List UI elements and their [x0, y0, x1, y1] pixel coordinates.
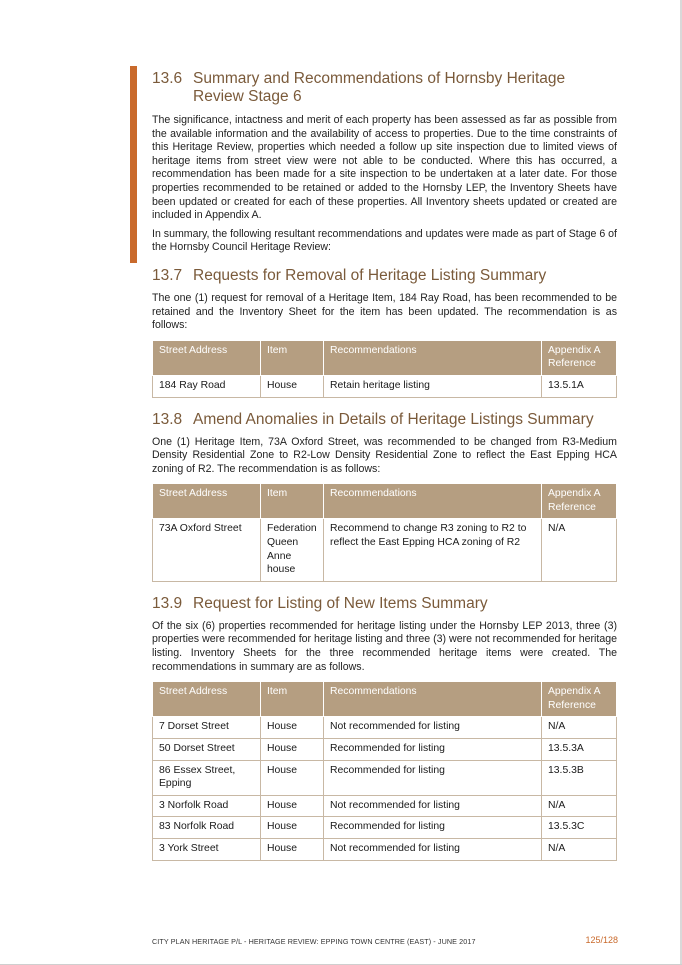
para-13-6-summary: In summary, the following resultant recommendations and updates were made as part of Stage 6 of the Hornsby Council Heritage Review: [152, 227, 618, 254]
heading-13-6-title: Summary and Recommendations of Hornsby Heritage Review Stage 6 [193, 70, 566, 105]
cell-appendix-reference: N/A [542, 838, 617, 860]
cell-recommendation: Recommended for listing [324, 760, 542, 795]
cell-recommendation: Recommend to change R3 zoning to R2 to reflect the East Epping HCA zoning of R2 [324, 519, 542, 581]
cell-item: House [261, 760, 324, 795]
table-header-row [153, 682, 617, 717]
cell-item: House [261, 739, 324, 761]
col-header-item: Item [261, 340, 324, 375]
heading-13-6-number: 13.6 [152, 70, 183, 87]
cell-appendix-reference: N/A [542, 717, 617, 739]
cell-recommendation: Not recommended for listing [324, 717, 542, 739]
cell-item: House [261, 817, 324, 839]
heading-13-7-title: Requests for Removal of Heritage Listing Summary [193, 266, 547, 284]
cell-street-address: 184 Ray Road [153, 375, 261, 397]
table-row [153, 838, 617, 860]
col-header-item: Item [261, 484, 324, 519]
col-header-appendix-reference: Appendix A Reference [542, 484, 617, 519]
col-header-recommendations: Recommendations [324, 682, 542, 717]
cell-recommendation: Recommended for listing [324, 739, 542, 761]
table-row [153, 717, 617, 739]
col-header-street-address: Street Address [153, 682, 261, 717]
cell-appendix-reference: 13.5.3B [542, 760, 617, 795]
para-13-6-significance: The significance, intactness and merit of each property has been assessed as far as possible from the available information and the availability of access to properties. Due to the time constraints of this Heritage Review, properties which needed a follow up site inspection due to limited views of heritage items from street view were not able to be conducted. Where this has occurred, a recommendation has been made for a site inspection to be undertaken at a later date. For those properties recommended to be retained or added to the Hornsby LEP, the Inventory Sheets have been updated or created for each of these properties. All Inventory sheets updated or created are included in Appendix A. [152, 114, 617, 222]
col-header-item: Item [261, 682, 324, 717]
cell-appendix-reference: N/A [542, 795, 617, 817]
cell-appendix-reference: 13.5.1A [542, 375, 617, 397]
table-header-row [153, 484, 617, 519]
section-accent-bar [130, 66, 137, 263]
table-row [153, 795, 617, 817]
col-header-appendix-reference: Appendix A Reference [542, 682, 617, 717]
cell-street-address: 3 Norfolk Road [153, 795, 261, 817]
footer-document-title: CITY PLAN HERITAGE P/L - HERITAGE REVIEW: EPPING TOWN CENTRE (EAST) - JUNE 2017 [152, 937, 476, 946]
cell-street-address: 83 Norfolk Road [153, 817, 261, 839]
cell-recommendation: Retain heritage listing [324, 375, 542, 397]
cell-appendix-reference: 13.5.3C [542, 817, 617, 839]
table-removal-requests [152, 340, 617, 398]
cell-street-address: 73A Oxford Street [153, 519, 261, 581]
col-header-street-address: Street Address [153, 484, 261, 519]
cell-appendix-reference: N/A [542, 519, 617, 581]
para-13-8: One (1) Heritage Item, 73A Oxford Street, was recommended to be changed from R3-Medium Density Residential Zone to R2-Low Density Residential Zone to reflect the East Epping HCA zoning of R2. The recommendation is as follows: [152, 435, 617, 475]
cell-street-address: 7 Dorset Street [153, 717, 261, 739]
cell-recommendation: Recommended for listing [324, 817, 542, 839]
table-header-row [153, 340, 617, 375]
heading-13-7-number: 13.7 [152, 266, 183, 284]
footer-page-number: 125/128 [585, 935, 618, 945]
table-amend-anomalies [152, 483, 617, 582]
table-new-items [152, 681, 617, 860]
cell-street-address: 50 Dorset Street [153, 739, 261, 761]
heading-13-8 [152, 411, 617, 429]
table-row [153, 739, 617, 761]
heading-13-8-title: Amend Anomalies in Details of Heritage Listings Summary [193, 410, 594, 428]
table-row [153, 375, 617, 397]
table-row [153, 817, 617, 839]
cell-item: Federation Queen Anne house [261, 519, 324, 581]
cell-recommendation: Not recommended for listing [324, 838, 542, 860]
para-13-7: The one (1) request for removal of a Heritage Item, 184 Ray Road, has been recommended to be retained and the Inventory Sheet for the item has been updated. The recommendation is as follows: [152, 291, 617, 332]
heading-13-9 [152, 595, 617, 613]
table-row [153, 760, 617, 795]
table-row [153, 519, 617, 581]
col-header-recommendations: Recommendations [324, 340, 542, 375]
heading-13-9-title: Request for Listing of New Items Summary [193, 594, 488, 612]
heading-13-7 [152, 267, 617, 285]
cell-street-address: 86 Essex Street, Epping [153, 760, 261, 795]
page-content [152, 70, 617, 861]
heading-13-8-number: 13.8 [152, 410, 183, 428]
col-header-recommendations: Recommendations [324, 484, 542, 519]
cell-item: House [261, 838, 324, 860]
cell-appendix-reference: 13.5.3A [542, 739, 617, 761]
col-header-street-address: Street Address [153, 340, 261, 375]
heading-13-6 [152, 70, 617, 106]
col-header-appendix-reference: Appendix A Reference [542, 340, 617, 375]
para-13-9: Of the six (6) properties recommended for heritage listing under the Hornsby LEP 2013, three (3) properties were recommended for heritage listing and three (3) were not recommended for heritage listing. Inventory Sheets for the three recommended heritage items were created. The recommendations in summary are as follows. [152, 619, 617, 673]
cell-item: House [261, 717, 324, 739]
heading-13-9-number: 13.9 [152, 594, 183, 612]
cell-item: House [261, 375, 324, 397]
cell-item: House [261, 795, 324, 817]
cell-recommendation: Not recommended for listing [324, 795, 542, 817]
cell-street-address: 3 York Street [153, 838, 261, 860]
